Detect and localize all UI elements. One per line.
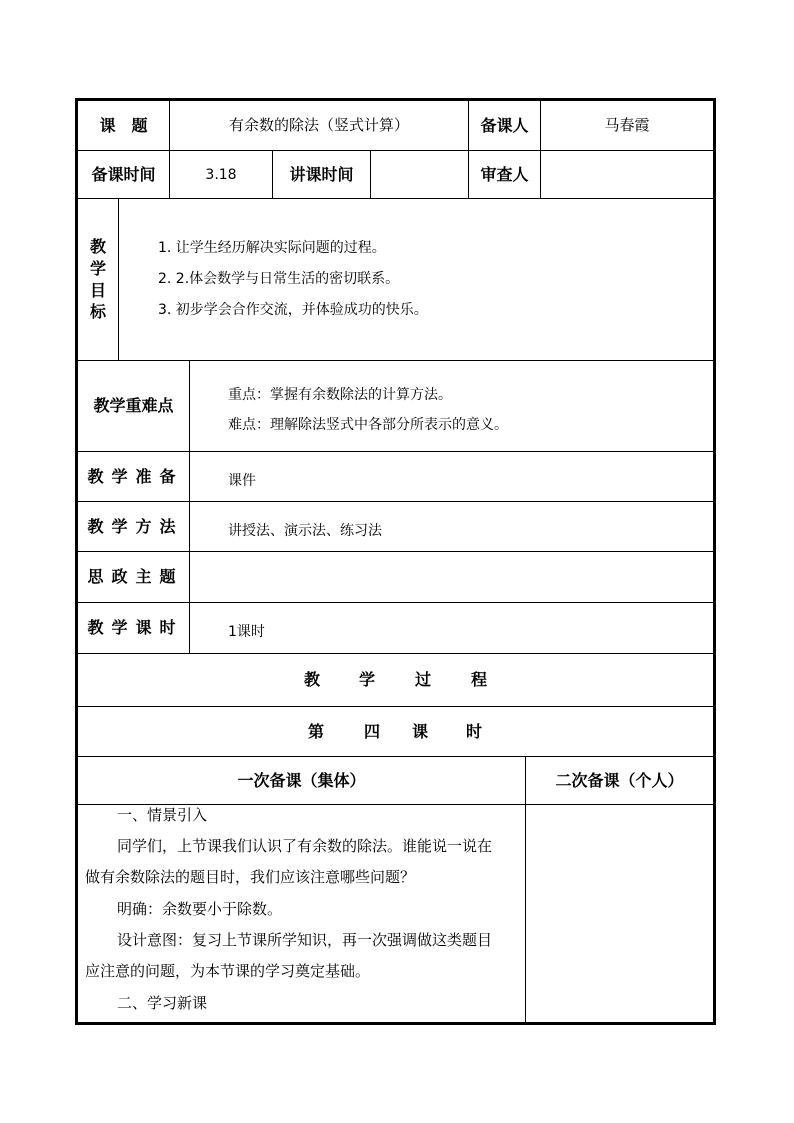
preparer-value: 马春霞 xyxy=(604,116,650,134)
lesson-char: 时 xyxy=(466,722,483,741)
method-value: 讲授法、演示法、练习法 xyxy=(228,523,382,539)
row-divider xyxy=(78,198,713,199)
section-title: 二、学习新课 xyxy=(117,994,208,1012)
topic-label: 课 题 xyxy=(99,115,148,135)
method-label: 教学方法 xyxy=(87,516,184,536)
lesson-number xyxy=(78,707,713,756)
prep-time-label: 备课时间 xyxy=(91,164,156,184)
process-char: 过 xyxy=(415,670,432,689)
goal-item: 2. 2.体会数学与日常生活的密切联系。 xyxy=(158,271,400,287)
goals-label-char: 教 xyxy=(89,237,106,257)
process-title xyxy=(78,654,713,706)
row-divider xyxy=(78,804,713,805)
paragraph-line: 应注意的问题，为本节课的学习奠定基础。 xyxy=(85,962,371,980)
key-points-label: 教学重难点 xyxy=(93,396,174,415)
goals-label xyxy=(78,199,118,360)
goal-item: 3. 初步学会合作交流，并体验成功的快乐。 xyxy=(158,302,428,318)
process-char: 学 xyxy=(359,670,376,689)
lecture-time-label: 讲课时间 xyxy=(289,164,354,184)
prep-label: 教学准备 xyxy=(87,466,184,486)
hours-value: 1课时 xyxy=(228,624,265,640)
preparer-label: 备课人 xyxy=(480,115,529,135)
paragraph-line: 同学们，上节课我们认识了有余数的除法。谁能说一说在 xyxy=(117,837,493,855)
paragraph-line: 明确：余数要小于除数。 xyxy=(117,900,283,918)
second-prep-header: 二次备课（个人） xyxy=(555,770,684,790)
hours-label: 教学课时 xyxy=(87,618,184,637)
topic-value: 有余数的除法（竖式计算） xyxy=(228,116,409,134)
process-char: 教 xyxy=(304,670,321,689)
prep-value: 课件 xyxy=(228,473,256,489)
reviewer-value xyxy=(541,151,713,198)
lesson-char: 课 xyxy=(412,722,429,741)
lesson-char: 四 xyxy=(364,722,381,741)
lesson-char: 第 xyxy=(308,722,325,741)
key-difficulty: 难点：理解除法竖式中各部分所表示的意义。 xyxy=(228,417,508,433)
goal-item: 1. 让学生经历解决实际问题的过程。 xyxy=(158,240,386,256)
section-title: 一、情景引入 xyxy=(117,806,208,824)
process-char: 程 xyxy=(471,670,488,689)
goals-label-char: 标 xyxy=(89,302,106,322)
paragraph-line: 做有余数除法的题目时，我们应该注意哪些问题？ xyxy=(85,868,416,886)
goals-label-char: 目 xyxy=(89,280,106,300)
first-prep-header: 一次备课（集体） xyxy=(237,770,366,790)
prep-time-value: 3.18 xyxy=(205,166,237,183)
col-divider xyxy=(189,360,190,653)
key-focus: 重点：掌握有余数除法的计算方法。 xyxy=(228,387,452,403)
reviewer-label: 审查人 xyxy=(480,164,529,184)
lecture-time-value xyxy=(371,151,468,198)
paragraph-line: 设计意图：复习上节课所学知识，再一次强调做这类题目 xyxy=(117,931,493,949)
col-divider xyxy=(118,198,119,360)
goals-label-char: 学 xyxy=(89,258,106,278)
ideology-label: 思政主题 xyxy=(87,567,184,586)
